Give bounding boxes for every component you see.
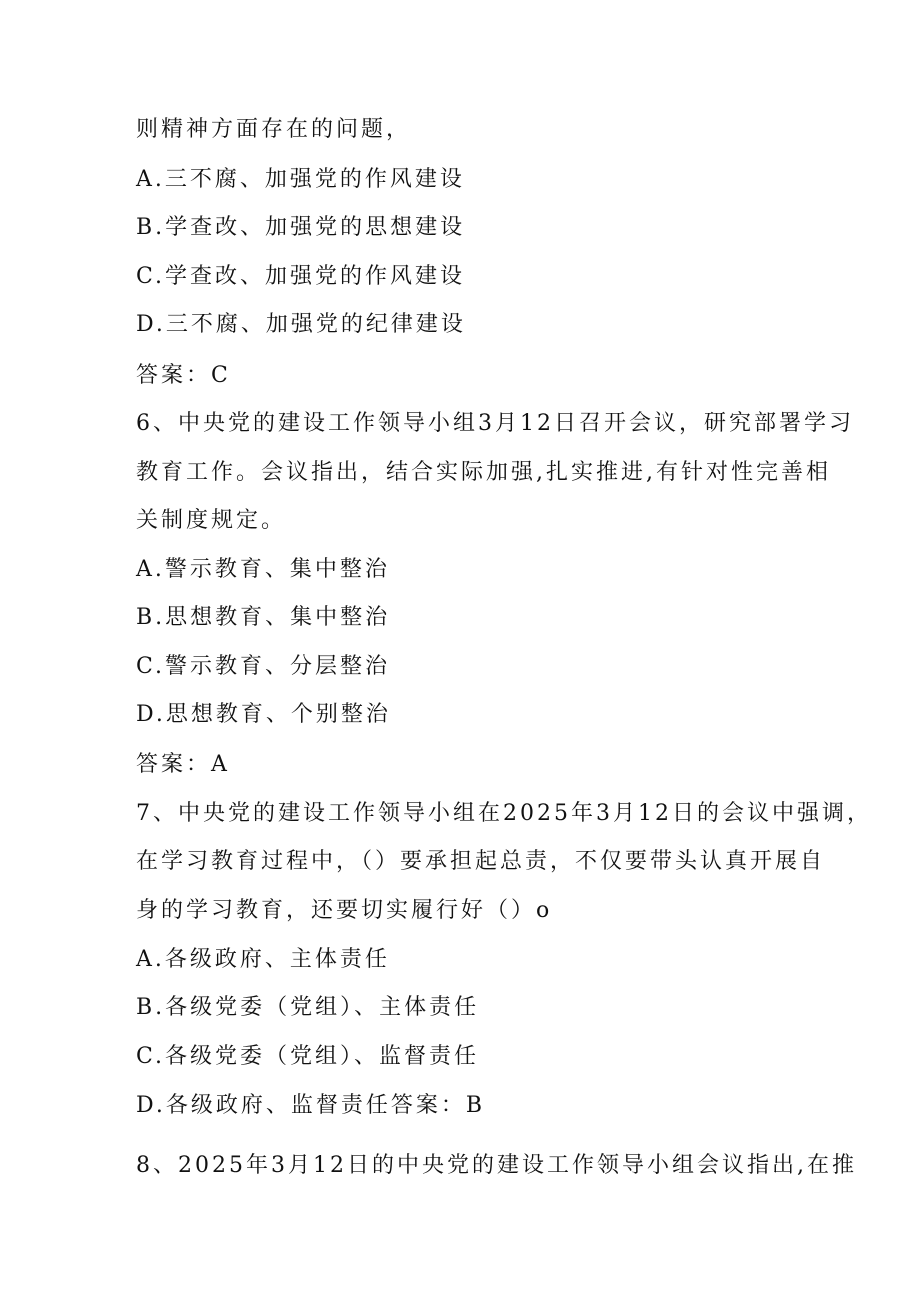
question-6-stem-line-1: 6、中央党的建设工作领导小组3月12日召开会议，研究部署学习: [136, 411, 854, 436]
question-6-answer: 答案：A: [136, 752, 230, 777]
question-7-option-a: A.各级政府、主体责任: [136, 947, 390, 972]
question-6-stem-line-2: 教育工作。会议指出，结合实际加强,扎实推进,有针对性完善相: [136, 460, 831, 485]
question-8-stem-line-1: 8、2025年3月12日的中央党的建设工作领导小组会议指出,在推: [136, 1153, 857, 1178]
question-6-stem-line-3: 关制度规定。: [136, 508, 287, 533]
question-6-option-a: A.警示教育、集中整治: [136, 557, 390, 582]
question-6-option-d: D.思想教育、个别整治: [136, 702, 391, 727]
question-7-stem-line-1: 7、中央党的建设工作领导小组在2025年3月12日的会议中强调，: [136, 801, 872, 826]
question-7-option-c: C.各级党委（党组）、监督责任: [136, 1044, 480, 1069]
question-5-stem-tail: 则精神方面存在的问题，: [136, 117, 412, 142]
question-7-option-d-and-answer: D.各级政府、监督责任答案：B: [136, 1093, 486, 1118]
question-7-option-b: B.各级党委（党组）、主体责任: [136, 995, 480, 1020]
question-6-option-b: B.思想教育、集中整治: [136, 605, 391, 630]
question-5-option-a: A.三不腐、加强党的作风建设: [136, 167, 465, 192]
question-5-option-d: D.三不腐、加强党的纪律建设: [136, 312, 466, 337]
question-7-stem-line-3: 身的学习教育，还要切实履行好（）o: [136, 898, 553, 923]
question-6-option-c: C.警示教育、分层整治: [136, 654, 391, 679]
question-5-option-b: B.学查改、加强党的思想建设: [136, 215, 466, 240]
question-7-stem-line-2: 在学习教育过程中，（）要承担起总责，不仅要带头认真开展自: [136, 849, 826, 874]
question-5-answer: 答案：C: [136, 363, 231, 388]
question-5-option-c: C.学查改、加强党的作风建设: [136, 264, 466, 289]
